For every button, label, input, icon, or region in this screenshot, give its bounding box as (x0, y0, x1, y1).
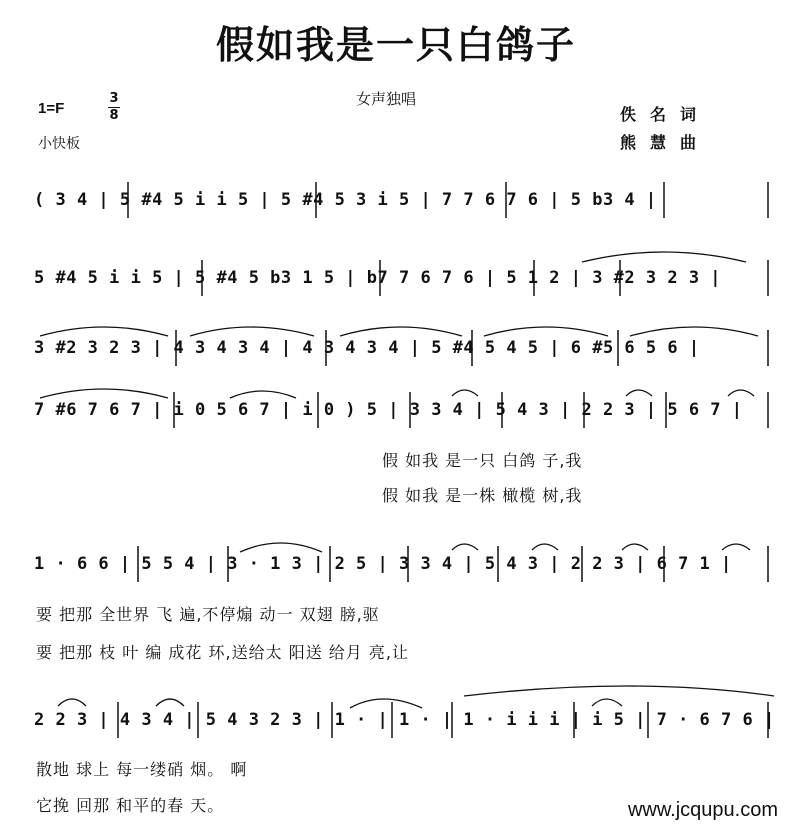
tempo-marking: 小快板 (38, 136, 80, 152)
lyrics-verse1-line2: 要 把那 全世界 飞 遍,不停煽 动一 双翅 膀,驱 (36, 605, 380, 624)
performance-note: 女声独唱 (356, 90, 417, 108)
score-row-6 (34, 690, 774, 750)
score-row-4 (34, 380, 774, 440)
meter-top: 3 (109, 91, 119, 106)
score-row-5 (34, 534, 774, 594)
lyrics-verse1-line1: 假 如我 是一只 白鸽 子,我 (382, 451, 583, 470)
row-2-notes: 5 #4 5 i i 5 | 5 #4 5 b3 1 5 | b7 7 6 7 6 | 5 1 2 | 3 #2 3 2 3 | (34, 268, 722, 288)
row-4-notes: 7 #6 7 6 7 | i 0 5 6 7 | i 0 ) 5 | 3 3 4 | 5 4 3 | 2 2 3 | 5 6 7 | (34, 400, 743, 420)
meter-bottom: 8 (109, 108, 119, 123)
score-row-2 (34, 248, 774, 308)
lyrics-verse2-line3: 它挽 回那 和平的春 天。 (36, 796, 225, 815)
row-5-notes: 1 · 6 6 | 5 5 4 | 3 · 1 3 | 2 5 | 3 3 4 | 5 4 3 | 2 2 3 | 6 7 1 | (34, 554, 732, 574)
key-signature: 1=F (38, 100, 65, 117)
song-title: 假如我是一只白鸽子 (215, 23, 576, 67)
lyrics-verse2-line1: 假 如我 是一株 橄榄 树,我 (382, 486, 583, 505)
composer-credit: 熊慧曲 (620, 133, 711, 152)
row-3-notes: 3 #2 3 2 3 | 4 3 4 3 4 | 4 3 4 3 4 | 5 #4 5 4 5 | 6 #5 6 5 6 | (34, 338, 700, 358)
lyricist-credit: 佚名词 (620, 105, 711, 124)
row-1-notes: ( 3 4 | 5 #4 5 i i 5 | 5 #4 5 3 i 5 | 7 7 6 7 6 | 5 b3 4 | (34, 190, 657, 210)
site-watermark: www.jcqupu.com (627, 799, 778, 821)
score-row-1 (34, 170, 774, 230)
lyrics-verse2-line2: 要 把那 枝 叶 编 成花 环,送给太 阳送 给月 亮,让 (36, 643, 409, 662)
row-6-notes: 2 2 3 | 4 3 4 | 5 4 3 2 3 | 1 · | 1 · | 1 · i i i | i 5 | 7 · 6 7 6 | (34, 710, 775, 730)
time-signature (108, 92, 120, 123)
score-row-3 (34, 318, 774, 378)
lyrics-verse1-line3: 散地 球上 每一缕硝 烟。 啊 (36, 760, 248, 779)
